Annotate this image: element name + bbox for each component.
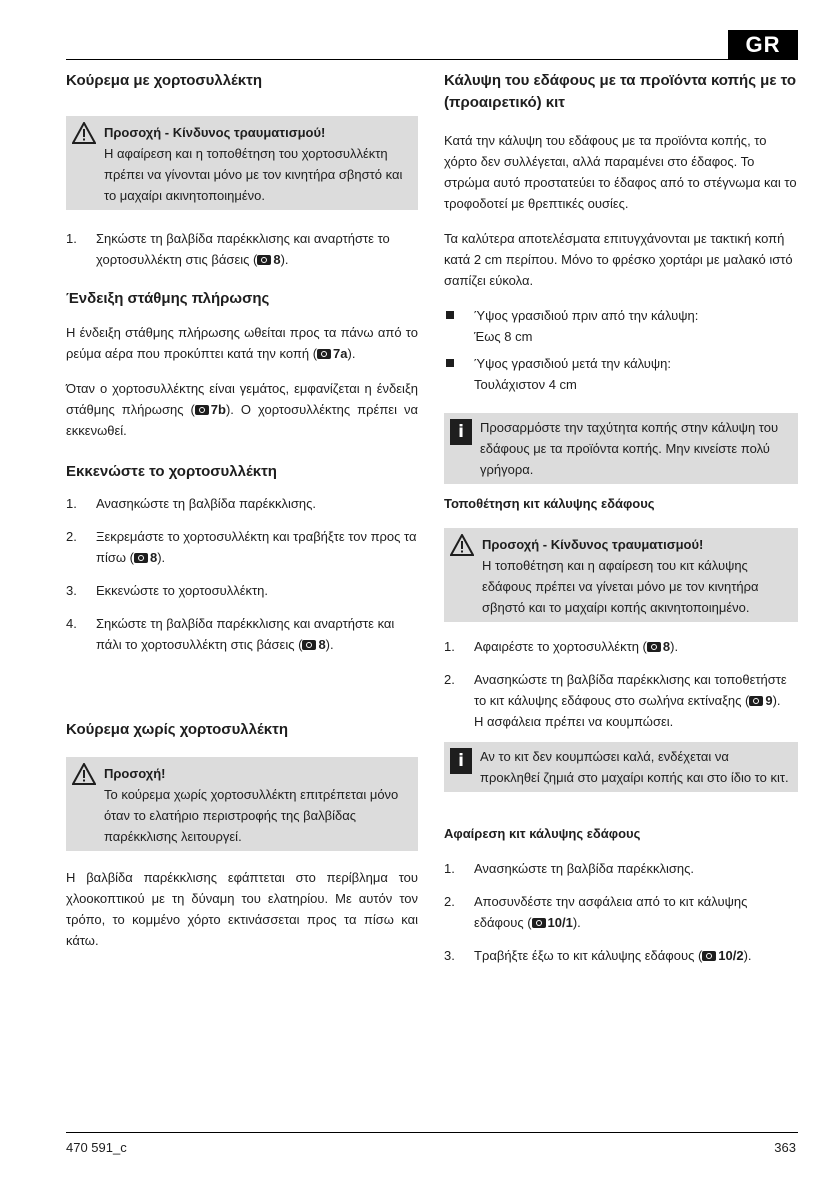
camera-icon [647,642,661,652]
figure-reference: 9 [749,693,772,708]
figure-reference: 10/1 [532,915,573,930]
footer-rule [66,1132,798,1133]
step-item: 4. Σηκώστε τη βαλβίδα παρέκκλισης και αναρτήστε και πάλι το χορτοσυλλέκτη στις βάσεις ( 8). [66,613,418,655]
step-number: 1. [66,231,77,246]
figure-reference: 7a [317,346,347,361]
step-list [66,493,418,655]
info-icon: i [450,419,472,445]
step-item: 3. Τραβήξτε έξω το κιτ κάλυψης εδάφους ( 10/2). [444,945,798,966]
step-number: 3. [66,583,77,598]
right-column [444,66,798,966]
step-item: 2. Αποσυνδέστε την ασφάλεια από το κιτ κάλυψης εδάφους ( 10/1). [444,891,798,933]
paragraph: Τα καλύτερα αποτελέσματα επιτυγχάνονται με τακτική κοπή κατά 2 cm περίπου. Μόνο το φρέσκο χορτάρι με μαλακό ιστό σαπίζει εύκολα. [444,231,793,288]
figure-reference: 8 [257,252,280,267]
warning-box [66,116,418,210]
figure-reference: 10/2 [702,948,743,963]
info-box [444,742,798,792]
paragraph: Όταν ο χορτοσυλλέκτης είναι γεμάτος, εμφανίζεται η ένδειξη στάθμης πλήρωσης ( 7b). Ο χορτοσυλλέκτης πρέπει να εκκενωθεί. [66,381,418,438]
bullet-square-icon [446,311,454,319]
step-number: 1. [444,861,455,876]
step-text: Ανασηκώστε τη βαλβίδα παρέκκλισης και τοποθετήστε το κιτ κάλυψης εδάφους στο σωλήνα εκτίναξης ( [474,672,787,708]
bullet-square-icon [446,359,454,367]
page-number: 363 [774,1140,796,1155]
step-text: Αφαιρέστε το χορτοσυλλέκτη ( [474,639,647,654]
warning-text: Το κούρεμα χωρίς χορτοσυλλέκτη επιτρέπεται μόνο όταν το ελατήριο περιστροφής της βαλβίδας παρέκκλισης λειτουργεί. [104,787,399,844]
step-number: 1. [66,496,77,511]
warning-title: Προσοχή - Κίνδυνος τραυματισμού! [482,537,704,552]
figure-reference: 7b [195,402,226,417]
step-item [66,493,418,514]
camera-icon [302,640,316,650]
warning-box [444,528,798,622]
camera-icon [257,255,271,265]
info-text: Αν το κιτ δεν κουμπώσει καλά, ενδέχεται να προκληθεί ζημιά στο μαχαίρι κοπής και στο ίδιο το κιτ. [480,749,789,785]
step-number: 2. [444,672,455,687]
step-item: 2. Ανασηκώστε τη βαλβίδα παρέκκλισης και τοποθετήστε το κιτ κάλυψης εδάφους στο σωλήνα εκτίναξης ( 9). Η ασφάλεια πρέπει να κουμπώσει. [444,669,798,732]
subsection-title: Αφαίρεση κιτ κάλυψης εδάφους [444,826,641,841]
section-title: Ένδειξη στάθμης πλήρωσης [66,290,270,307]
warning-triangle-icon [450,534,474,556]
step-item [444,858,798,879]
step-text: Σηκώστε τη βαλβίδα παρέκκλισης και αναρτήστε το χορτοσυλλέκτη στις βάσεις ( [96,231,390,267]
paragraph: Η ένδειξη στάθμης πλήρωσης ωθείται προς τα πάνω από το ρεύμα αέρα που προκύπτει κατά την κοπή ( 7a). [66,325,418,361]
warning-box [66,757,418,851]
camera-icon [532,918,546,928]
step-number: 3. [444,948,455,963]
step-item: 1. Αφαιρέστε το χορτοσυλλέκτη ( 8). [444,636,798,657]
camera-icon [195,405,209,415]
warning-triangle-icon [72,763,96,785]
step-number: 2. [444,894,455,909]
paragraph: Η βαλβίδα παρέκκλισης εφάπτεται στο περίβλημα του χλοοκοπτικού με τη δύναμη του ελατηρίου. Με αυτόν τον τρόπο, το κομμένο χόρτο εκτινάσσεται προς τα πίσω και κάτω. [66,870,418,948]
warning-text: Η τοποθέτηση και η αφαίρεση του κιτ κάλυψης εδάφους πρέπει να γίνεται μόνο με τον κινητήρα σβηστό και το μαχαίρι κοπής ακινητοποιημένο. [482,558,759,615]
warning-text: Η αφαίρεση και η τοποθέτηση του χορτοσυλλέκτη πρέπει να γίνονται μόνο με τον κινητήρα σβηστό και το μαχαίρι ακινητοποιημένο. [104,146,403,203]
left-column [66,66,418,951]
step-note: Η ασφάλεια πρέπει να κουμπώσει. [474,714,674,729]
language-badge: GR [728,30,798,60]
camera-icon [702,951,716,961]
subsection-title: Τοποθέτηση κιτ κάλυψης εδάφους [444,496,655,511]
step-text: Ανασηκώστε τη βαλβίδα παρέκκλισης. [474,861,694,876]
step-number: 2. [66,529,77,544]
step-number: 1. [444,639,455,654]
info-text: Προσαρμόστε την ταχύτητα κοπής στην κάλυψη του εδάφους με τα προϊόντα κοπής. Μην κινείστε πολύ γρήγορα. [480,420,779,477]
bullet-list [444,305,798,395]
step-text: Ανασηκώστε τη βαλβίδα παρέκκλισης. [96,496,316,511]
section-title: Εκκενώστε το χορτοσυλλέκτη [66,463,277,480]
bullet-item: Ύψος γρασιδιού μετά την κάλυψη: Τουλάχιστον 4 cm [444,353,798,395]
camera-icon [134,553,148,563]
header-rule [66,59,798,60]
step-text: Εκκενώστε το χορτοσυλλέκτη. [96,583,268,598]
figure-reference: 8 [302,637,325,652]
step-item: 2. Ξεκρεμάστε το χορτοσυλλέκτη και τραβήξτε τον προς τα πίσω ( 8). [66,526,418,568]
info-box [444,413,798,484]
document-code: 470 591_c [66,1140,127,1155]
figure-reference: 8 [134,550,157,565]
paragraph: Κατά την κάλυψη του εδάφους με τα προϊόντα κοπής, το χόρτο δεν συλλέγεται, αλλά παραμένει στο έδαφος. Το στρώμα αυτό προστατεύει το έδαφος από το στέγνωμα και το τροφοδοτεί με θρεπτικές ουσίες. [444,133,797,211]
warning-title: Προσοχή! [104,766,166,781]
step-text: Σηκώστε τη βαλβίδα παρέκκλισης και αναρτήστε και πάλι το χορτοσυλλέκτη στις βάσεις ( [96,616,395,652]
warning-triangle-icon [72,122,96,144]
step-list [444,858,798,966]
step-item: 1. Σηκώστε τη βαλβίδα παρέκκλισης και αναρτήστε το χορτοσυλλέκτη στις βάσεις ( 8). [66,228,418,270]
step-item [66,580,418,601]
step-text: Τραβήξτε έξω το κιτ κάλυψης εδάφους ( [474,948,703,963]
section-title: Κούρεμα με χορτοσυλλέκτη [66,72,263,89]
camera-icon [749,696,763,706]
step-text: Ξεκρεμάστε το χορτοσυλλέκτη και τραβήξτε τον προς τα πίσω ( [96,529,417,565]
section-title: Κάλυψη του εδάφους με τα προϊόντα κοπής με το (προαιρετικό) κιτ [444,72,797,111]
figure-reference: 8 [647,639,670,654]
step-list [444,636,798,732]
step-number: 4. [66,616,77,631]
camera-icon [317,349,331,359]
warning-title: Προσοχή - Κίνδυνος τραυματισμού! [104,125,326,140]
step-text: Αποσυνδέστε την ασφάλεια από το κιτ κάλυψης εδάφους ( [474,894,748,930]
section-title: Κούρεμα χωρίς χορτοσυλλέκτη [66,721,288,738]
info-icon: i [450,748,472,774]
step-list [66,228,418,270]
bullet-item: Ύψος γρασιδιού πριν από την κάλυψη: Έως 8 cm [444,305,798,347]
